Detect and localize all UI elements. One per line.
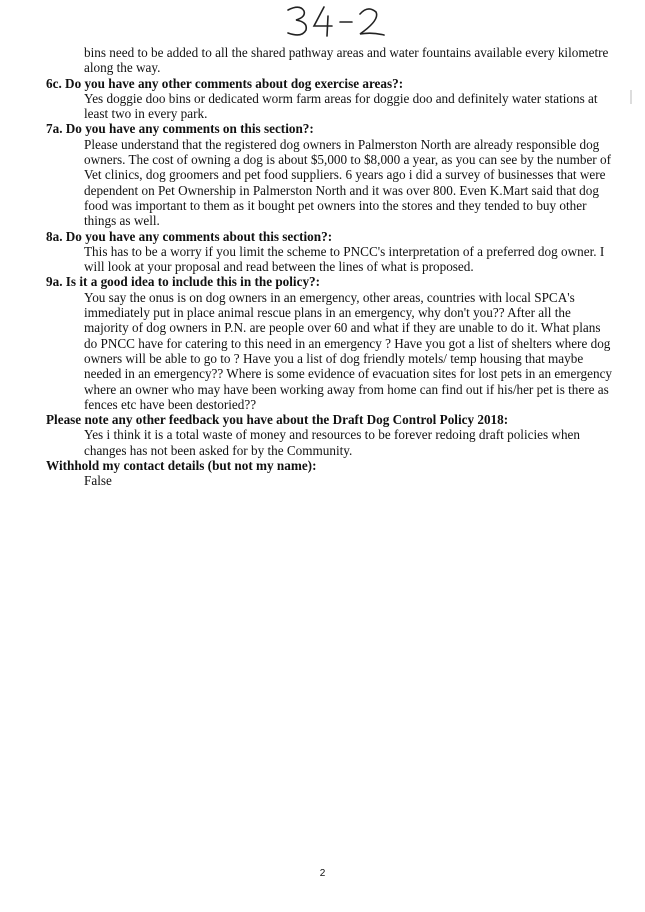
scan-edge-mark: [628, 90, 634, 104]
answer-6c: Yes doggie doo bins or dedicated worm farm areas for doggie doo and definitely water stations at least two in every park.: [84, 90, 598, 122]
answer-9a: You say the onus is on dog owners in an emergency, other areas, countries with local SPCA's immediately put in place animal rescue plans in an emergency, why don't you?? After all the majority of dog owners in P.N. are people over 60 and what if they are unable to do it. What plans do PNCC have for catering to this need in an emergency ? Have you got a list of shelters where dog owners will be able to go to ? Have you a list of dog friendly motels/ temp housing that maybe needed in an emergency?? Where is some evidence of evacuation sites for lost pets in an emergency where an owner who may have been working away from home can find out if his/her pet is there as fences etc have been destoried??: [84, 289, 613, 412]
answer-7a: Please understand that the registered dog owners in Palmerston North are already responsible dog owners. The cost of owning a dog is about $5,000 to $8,000 a year, as you can see by the number of Vet clinics, dog groomers and pet food suppliers. 6 years ago i did a survey of businesses that were dependent on Pet Ownership in Palmerston North and it was over 800. Even K.Mart said that dog food was important to them as it bought pet owners into the stores and they tended to buy other things as well.: [84, 136, 611, 229]
handwritten-page-reference: [280, 2, 390, 40]
answer-withhold-contact: False: [84, 473, 112, 489]
page-number: 2: [319, 868, 326, 879]
response-content: [46, 45, 616, 489]
answer-continued: bins need to be added to all the shared pathway areas and water fountains available every kilometre along the way.: [84, 45, 609, 76]
question-other-feedback: Please note any other feedback you have about the Draft Dog Control Policy 2018:: [46, 412, 509, 428]
answer-other-feedback: Yes i think it is a total waste of money and resources to be forever redoing draft policies when changes has not been asked for by the Community.: [84, 427, 580, 458]
question-9a: 9a. Is it a good idea to include this in the policy?:: [46, 274, 321, 290]
question-withhold-contact: Withhold my contact details (but not my name):: [46, 458, 317, 474]
answer-8a: This has to be a worry if you limit the scheme to PNCC's interpretation of a preferred dog owner. I will look at your proposal and read between the lines of what is proposed.: [84, 243, 605, 275]
question-7a: 7a. Do you have any comments on this section?:: [46, 121, 314, 137]
question-6c: 6c. Do you have any other comments about dog exercise areas?:: [46, 75, 404, 91]
question-8a: 8a. Do you have any comments about this section?:: [46, 228, 333, 244]
